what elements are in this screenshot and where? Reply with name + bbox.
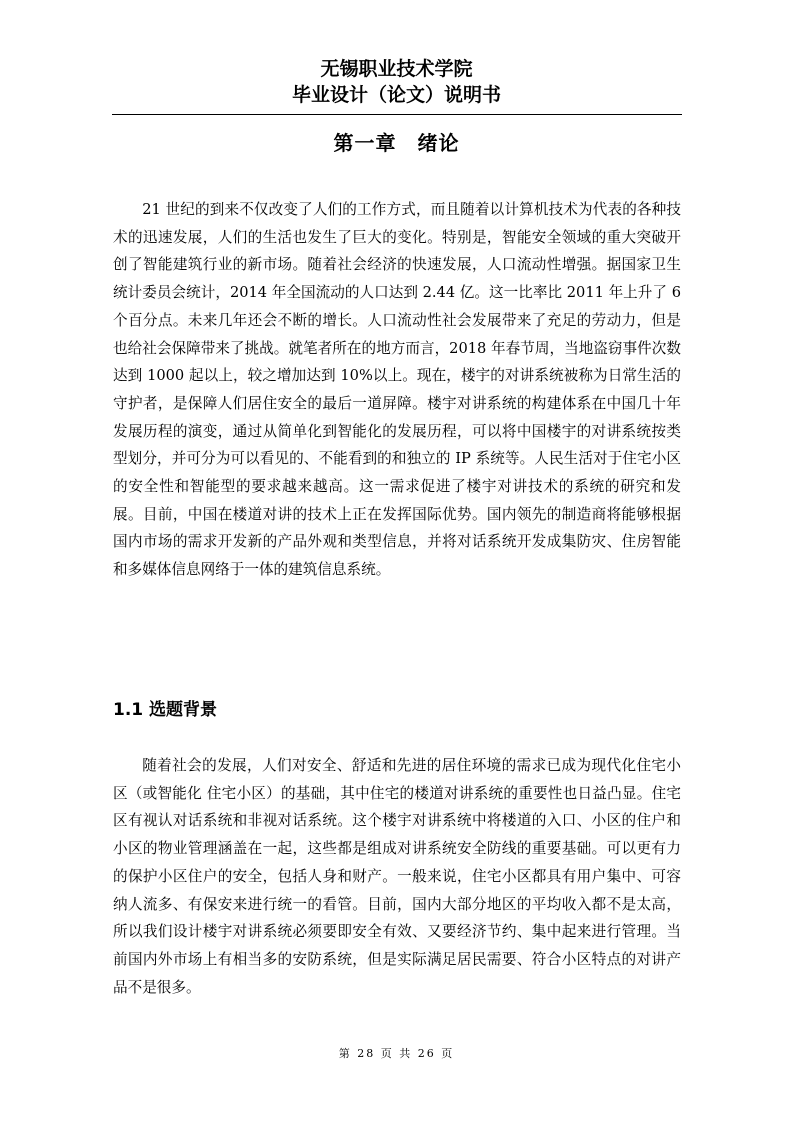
- chapter-title: 第一章 绪论: [333, 131, 460, 155]
- intro-paragraph: 21 世纪的到来不仅改变了人们的工作方式，而且随着以计算机技术为代表的各种技术的迅速发展，人们的生活也发生了巨大的变化。特别是，智能安全领域的重大突破开创了智能建筑行业的新市场。随着社会经济的快速发展，人口流动性增强。据国家卫生统计委员会统计，2014 年全国流动的人口达到 2.44 亿。这一比率比 2011 年上升了 6 个百分点。未来几年还会不断的增长。人口流动性社会发展带来了充足的劳动力，但是也给社会保障带来了挑战。就笔者所在的地方而言，2018 年春节周，当地盗窃事件次数达到 1000 起以上，较之增加达到 10%以上。现在，楼宇的对讲系统被称为日常生活的守护者，是保障人们居住安全的最后一道屏障。楼宇对讲系统的构建体系在中国几十年发展历程的演变，通过从简单化到智能化的发展历程，可以将中国楼宇的对讲系统按类型划分，并可分为可以看见的、不能看到的和独立的 IP 系统等。人民生活对于住宅小区的安全性和智能型的要求越来越高。这一需求促进了楼宇对讲技术的系统的研究和发展。目前，中国在楼道对讲的技术上正在发挥国际优势。国内领先的制造商将能够根据国内市场的需求开发新的产品外观和类型信息，并将对话系统开发成集防灾、住房智能和多媒体信息网络于一体的建筑信息系统。: [113, 201, 681, 579]
- section-paragraph: 随着社会的发展，人们对安全、舒适和先进的居住环境的需求已成为现代化住宅小区（或智能化 住宅小区）的基础，其中住宅的楼道对讲系统的重要性也日益凸显。住宅区有视认对话系统和非视对话系统。这个楼宇对讲系统中将楼道的入口、小区的住户和小区的物业管理涵盖在一起，这些都是组成对讲系统安全防线的重要基础。可以更有力的保护小区住户的安全，包括人身和财产。一般来说，住宅小区都具有用户集中、可容纳人流多、有保安来进行统一的看管。目前，国内大部分地区的平均收入都不是太高，所以我们设计楼宇对讲系统必须要即安全有效、又要经济节约、集中起来进行管理。当前国内外市场上有相当多的安防系统，但是实际满足居民需要、符合小区特点的对讲产品不是很多。: [113, 757, 681, 996]
- document-type: 毕业设计（论文）说明书: [291, 84, 501, 106]
- institution-name: 无锡职业技术学院: [320, 58, 473, 80]
- section-heading: 1.1 选题背景: [113, 700, 218, 720]
- header-divider: [112, 114, 682, 115]
- page-header: [0, 56, 793, 108]
- page-footer: 第 28 页 共 26 页: [338, 1047, 455, 1060]
